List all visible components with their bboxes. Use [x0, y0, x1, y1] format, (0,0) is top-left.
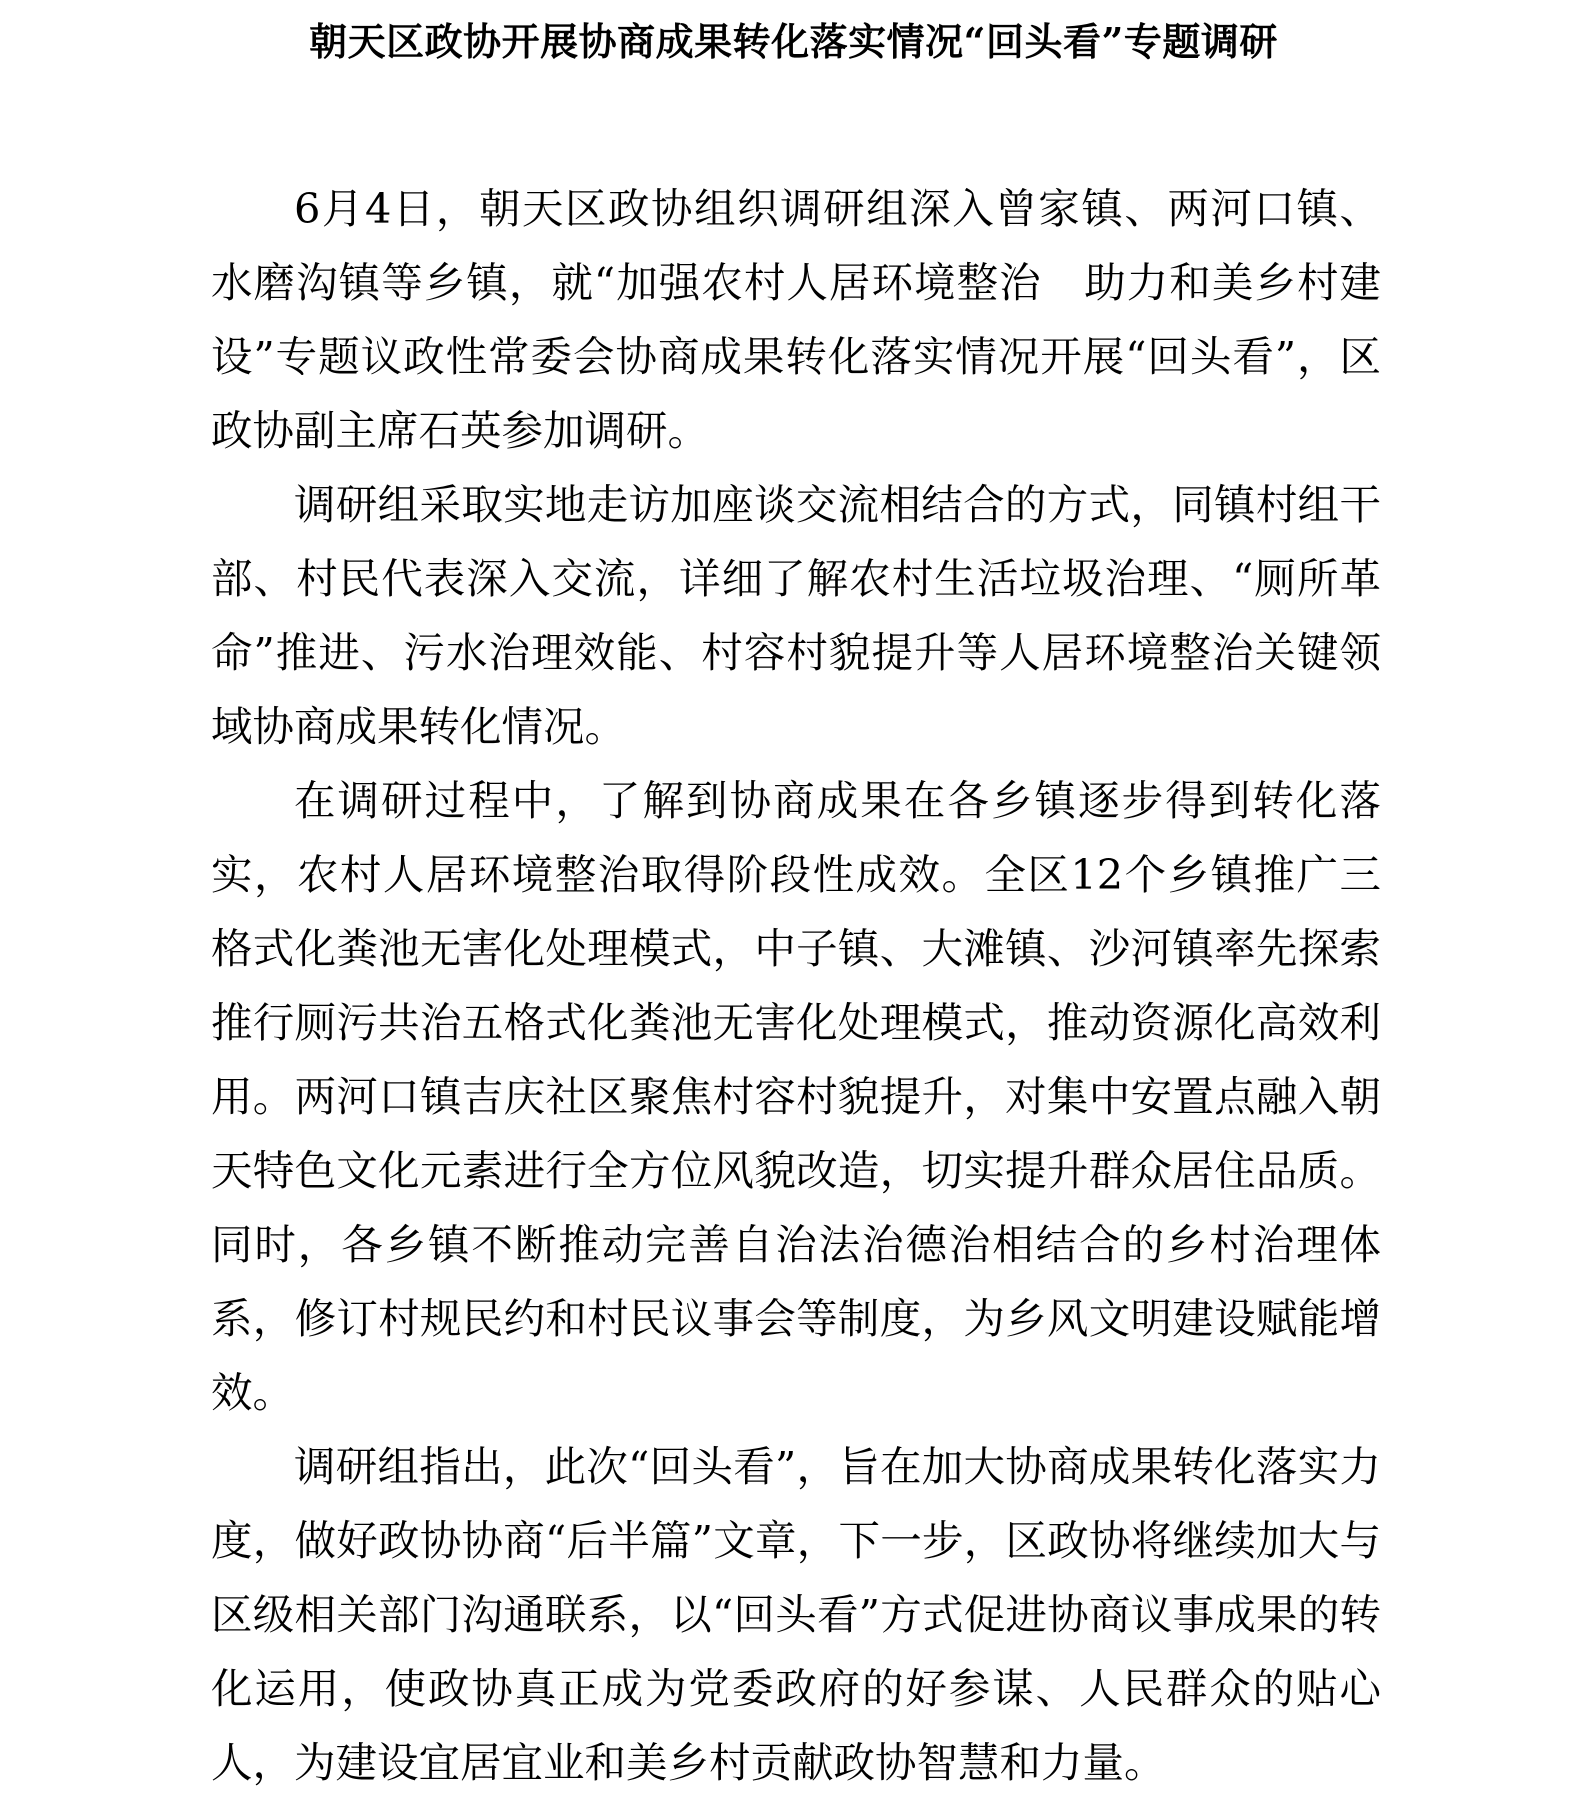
- document-title: 朝天区政协开展协商成果转化落实情况“回头看”专题调研: [309, 19, 1278, 64]
- paragraph: 调研组指出，此次“回头看”，旨在加大协商成果转化落实力度，做好政协协商“后半篇”文章，下一步，区政协将继续加大与区级相关部门沟通联系，以“回头看”方式促进协商议事成果的转化运用，使政协真正成为党委政府的好参谋、人民群众的贴心人，为建设宜居宜业和美乡村贡献政协智慧和力量。: [211, 1442, 1381, 1787]
- document-body: [211, 172, 1381, 1800]
- paragraph: 在调研过程中，了解到协商成果在各乡镇逐步得到转化落实，农村人居环境整治取得阶段性成效。全区12个乡镇推广三格式化粪池无害化处理模式，中子镇、大滩镇、沙河镇率先探索推行厕污共治五格式化粪池无害化处理模式，推动资源化高效利用。两河口镇吉庆社区聚焦村容村貌提升，对集中安置点融入朝天特色文化元素进行全方位风貌改造，切实提升群众居住品质。同时，各乡镇不断推动完善自治法治德治相结合的乡村治理体系，修订村规民约和村民议事会等制度，为乡风文明建设赋能增效。: [211, 776, 1381, 1417]
- paragraph: 6月4日，朝天区政协组织调研组深入曾家镇、两河口镇、水磨沟镇等乡镇，就“加强农村人居环境整治 助力和美乡村建设”专题议政性常委会协商成果转化落实情况开展“回头看”，区政协副主席石英参加调研。: [211, 184, 1381, 455]
- paragraph: 调研组采取实地走访加座谈交流相结合的方式，同镇村组干部、村民代表深入交流，详细了解农村生活垃圾治理、“厕所革命”推进、污水治理效能、村容村貌提升等人居环境整治关键领域协商成果转化情况。: [211, 480, 1381, 751]
